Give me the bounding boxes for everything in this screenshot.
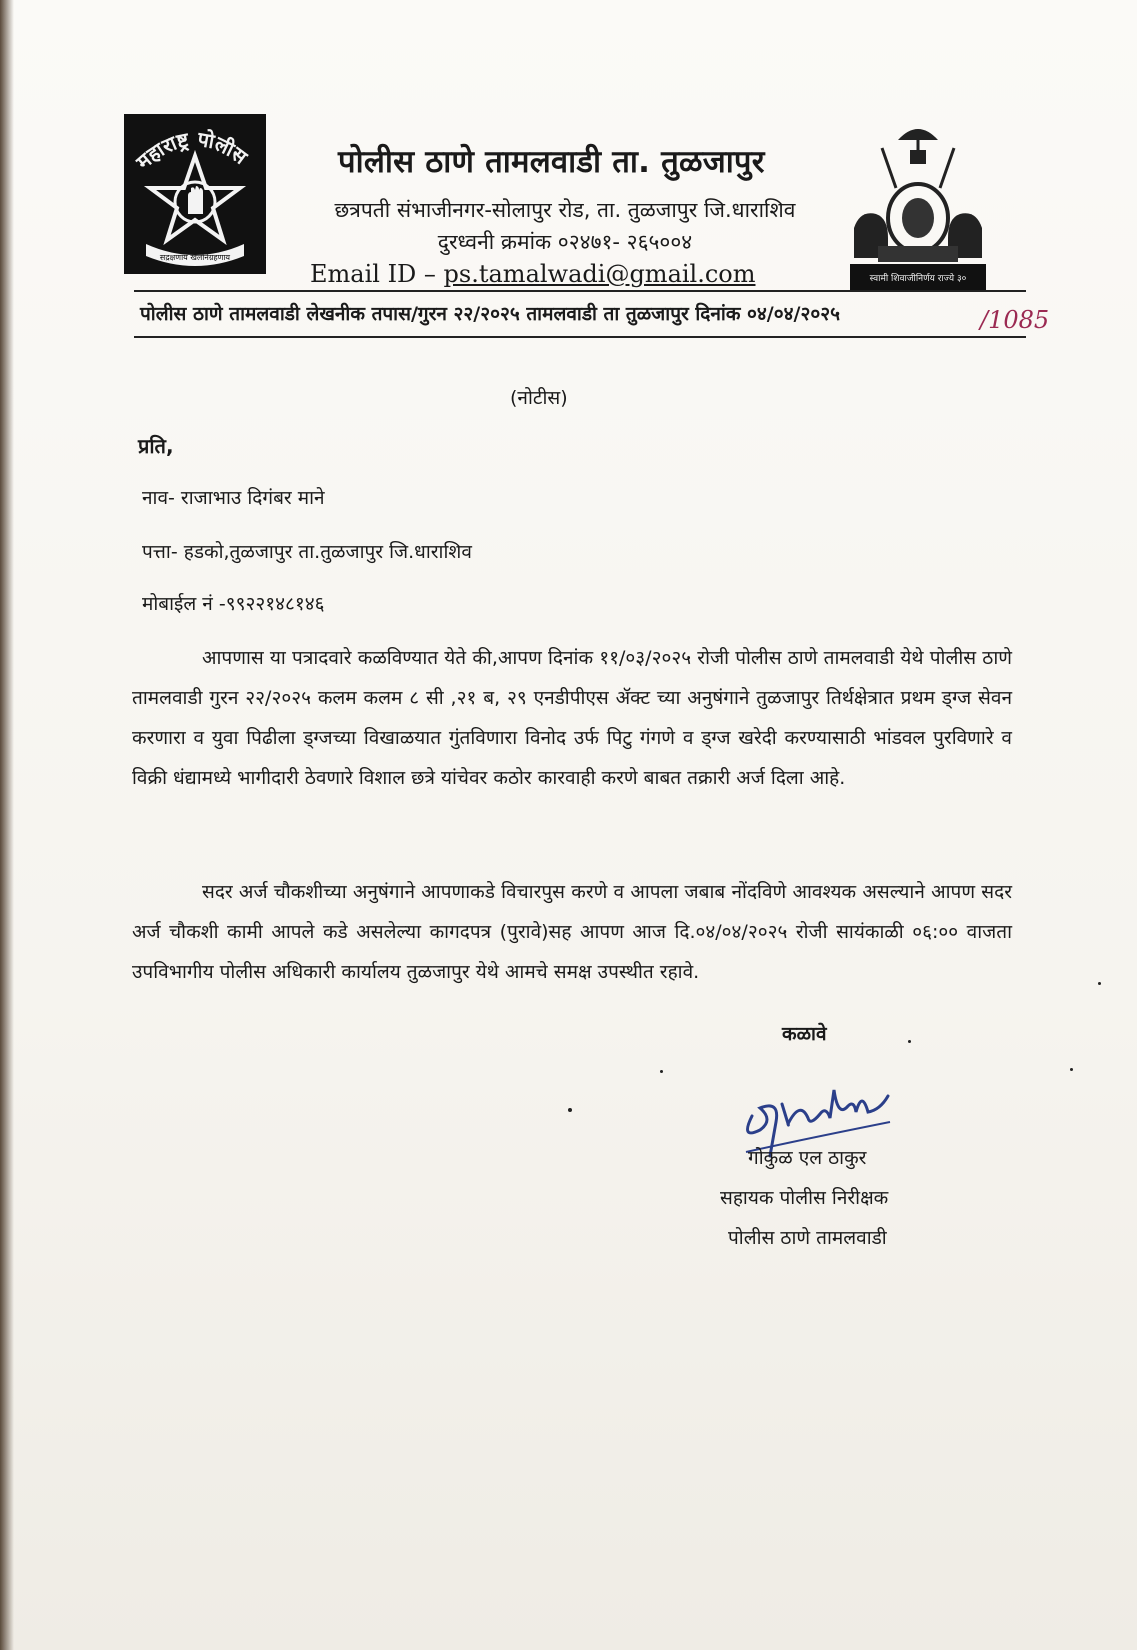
reference-number: पोलीस ठाणे तामलवाडी लेखनीक तपास/गुरन २२/२०२५ तामलवाडी ता तुळजापुर दिनांक ०४/०४/२०२५ <box>140 303 840 325</box>
email-address: ps.tamalwadi@gmail.com <box>443 260 756 288</box>
closing-text: कळावे <box>782 1023 827 1045</box>
maharashtra-police-logo <box>124 114 266 274</box>
reference-bar <box>134 290 1026 338</box>
svg-text:महाराष्ट्र पोलीस: महाराष्ट्र पोलीस <box>131 126 252 174</box>
ink-speck <box>1098 982 1101 985</box>
station-title: पोलीस ठाणे तामलवाडी ता. तुळजापुर <box>338 144 765 180</box>
police-star-icon <box>124 114 266 274</box>
signatory-designation: सहायक पोलीस निरीक्षक <box>720 1187 889 1209</box>
ink-speck <box>908 1040 911 1043</box>
signatory-office: पोलीस ठाणे तामलवाडी <box>728 1227 887 1249</box>
recipient-mobile: मोबाईल नं -९९२२१४८१४६ <box>142 593 325 615</box>
station-address: छत्रपती संभाजीनगर-सोलापुर रोड, ता. तुळजापुर जि.धाराशिव <box>334 198 796 222</box>
recipient-name: नाव- राजाभाउ दिगंबर माने <box>142 487 325 509</box>
recipient-address: पत्ता- हडको,तुळजापुर ता.तुळजापुर जि.धाराशिव <box>142 541 472 563</box>
body-paragraph-2: सदर अर्ज चौकशीच्या अनुषंगाने आपणाकडे विचारपुस करणे व आपला जबाब नोंदविणे आवश्यक असल्याने आपण सदर अर्ज चौकशी कामी आपले कडे असलेल्या कागदपत्र (पुरावे)सह आपण आज दि.०४/०४/२०२५ रोजी सायंकाळी ०६:०० वाजता उपविभागीय पोलीस अधिकारी कार्यालय तुळजापुर येथे आमचे समक्ष उपस्थीत रहावे. <box>132 881 1012 983</box>
state-emblem-logo <box>848 118 988 294</box>
svg-text:सद्रक्षणाय खलनिग्रहणाय: सद्रक्षणाय खलनिग्रहणाय <box>159 253 231 262</box>
body-paragraph-1: आपणास या पत्रादवारे कळविण्यात येते की,आपण दिनांक ११/०३/२०२५ रोजी पोलीस ठाणे तामलवाडी येथे पोलीस ठाणे तामलवाडी गुरन २२/२०२५ कलम कलम ८ सी ,२१ ब, २९ एनडीपीएस ॲक्ट च्या अनुषंगाने तुळजापुर तिर्थक्षेत्रात प्रथम ड्ग्ज सेवन करणारा व युवा पिढीला ड्ग्जच्या विखाळयात गुंतविणारा विनोद उर्फ पिटु गंगणे व ड्ग्ज खरेदी करण्यासाठी भांडवल पुरविणारे व विक्री धंद्यामध्ये भागीदारी ठेवणारे विशाल छत्रे यांचेवर कठोर कारवाही करणे बाबत तक्रारी अर्ज दिला आहे. <box>132 647 1012 789</box>
notice-title: (नोटीस) <box>510 387 568 409</box>
ink-speck <box>660 1070 663 1073</box>
signatory-name: गोकुळ एल ठाकुर <box>748 1147 867 1169</box>
handwritten-inward-number: /1085 <box>980 306 1050 334</box>
email-label: Email ID – <box>310 260 444 288</box>
station-email-line <box>310 260 756 288</box>
emblem-icon <box>848 118 988 294</box>
ink-speck <box>568 1108 572 1112</box>
svg-text:स्वामी शिवाजीनिर्णय राज्ये ३०: स्वामी शिवाजीनिर्णय राज्ये ३० <box>869 274 967 284</box>
ink-speck <box>1070 1068 1073 1071</box>
salutation: प्रति, <box>138 434 174 458</box>
station-phone: दुरध्वनी क्रमांक ०२४७१- २६५००४ <box>437 230 693 254</box>
